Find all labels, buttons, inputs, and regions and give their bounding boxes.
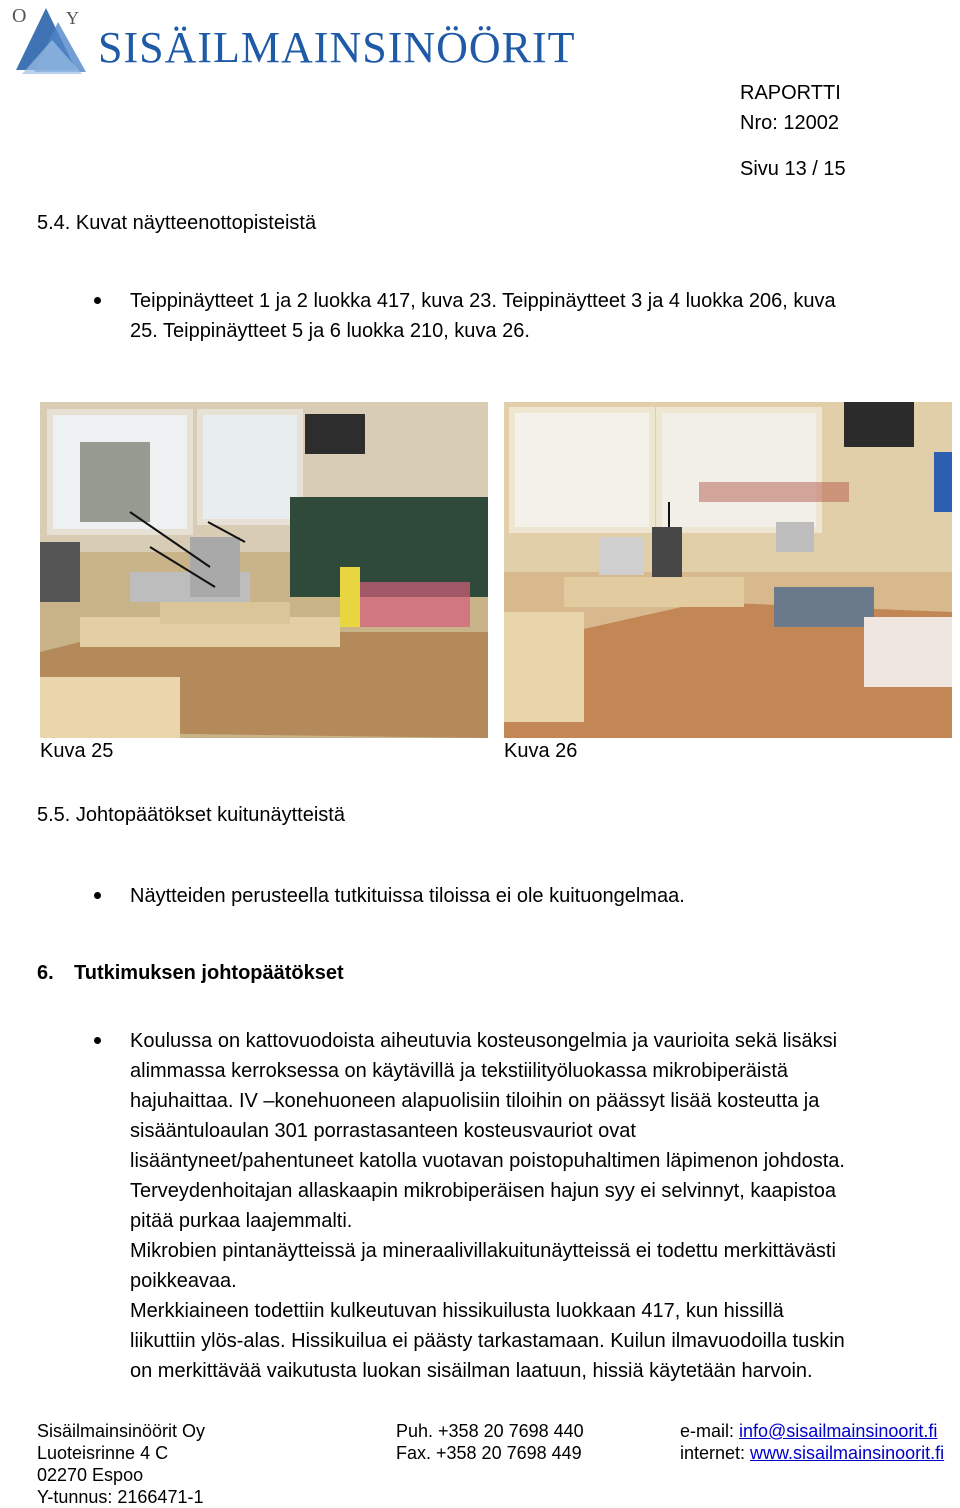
footer-online	[680, 1420, 944, 1464]
text-line: pitää purkaa laajemmalti.	[130, 1210, 353, 1232]
footer-street: Luoteisrinne 4 C	[37, 1443, 169, 1463]
text-line: liikuttiin ylös-alas. Hissikuilua ei päästy tarkastamaan. Kuilun ilmavuodoilla tuskin	[130, 1330, 845, 1352]
text-line: sisääntuloaulan 301 porrastasanteen kosteusvauriot ovat	[130, 1120, 636, 1142]
report-number: Nro: 12002	[740, 112, 839, 134]
report-label: RAPORTTI	[740, 82, 841, 104]
text-line: 25. Teippinäytteet 5 ja 6 luokka 210, kuva 26.	[130, 320, 530, 342]
footer-website-link[interactable]: www.sisailmainsinoorit.fi	[750, 1443, 945, 1463]
section-6-heading: Tutkimuksen johtopäätökset	[74, 962, 344, 984]
footer-contact	[396, 1420, 584, 1464]
footer-business-id: Y-tunnus: 2166471-1	[37, 1487, 204, 1507]
photo-classroom-26	[504, 402, 952, 738]
section-6-number: 6.	[37, 962, 54, 984]
photo-caption-25: Kuva 25	[40, 740, 114, 762]
footer-address	[37, 1420, 205, 1508]
section-5-4-heading: 5.4. Kuvat näytteenottopisteistä	[37, 212, 317, 234]
text-line: Koulussa on kattovuodoista aiheutuvia kosteusongelmia ja vaurioita sekä lisäksi	[130, 1030, 838, 1052]
report-header	[740, 78, 841, 138]
text-line: Terveydenhoitajan allaskaapin mikrobiperäisen hajun syy ei selvinnyt, kaapistoa	[130, 1180, 836, 1202]
page-indicator: Sivu 13 / 15	[740, 158, 846, 180]
photo-classroom-25	[40, 402, 488, 738]
text-line: alimmassa kerroksessa on käytävillä ja tekstiilityöluokassa mikrobiperäistä	[130, 1060, 789, 1082]
footer-email-link[interactable]: info@sisailmainsinoorit.fi	[739, 1421, 938, 1441]
text-line: Teippinäytteet 1 ja 2 luokka 417, kuva 23. Teippinäytteet 3 ja 4 luokka 206, kuva	[130, 290, 836, 312]
section-5-4-bullet-text	[130, 286, 950, 346]
footer-fax: Fax. +358 20 7698 449	[396, 1443, 582, 1463]
logo-letter-y: Y	[66, 8, 79, 28]
footer-phone: Puh. +358 20 7698 440	[396, 1421, 584, 1441]
company-logo-mark	[6, 0, 98, 88]
text-line: lisääntyneet/pahentuneet katolla vuotavan poistopuhaltimen läpimenon johdosta.	[130, 1150, 845, 1172]
footer-city: 02270 Espoo	[37, 1465, 144, 1485]
bullet-marker	[94, 297, 101, 304]
text-line: Merkkiaineen todettiin kulkeutuvan hissikuilusta luokkaan 417, kun hissillä	[130, 1300, 784, 1322]
text-line: Mikrobien pintanäytteissä ja mineraalivillakuitunäytteissä ei todettu merkittävästi	[130, 1240, 836, 1262]
footer-company: Sisäilmainsinöörit Oy	[37, 1421, 206, 1441]
section-5-5-heading: 5.5. Johtopäätökset kuitunäytteistä	[37, 804, 345, 826]
section-6-body	[130, 1026, 950, 1386]
photo-caption-26: Kuva 26	[504, 740, 578, 762]
logo-letter-o: O	[12, 5, 27, 27]
footer-email-row	[680, 1420, 944, 1442]
text-line: hajuhaittaa. IV –konehuoneen alapuolisiin tiloihin on päässyt lisää kosteutta ja	[130, 1090, 820, 1112]
text-line: poikkeavaa.	[130, 1270, 237, 1292]
bullet-marker	[94, 892, 101, 899]
company-logo-text: SISÄILMAINSINÖÖRIT	[98, 23, 576, 72]
text-line: on merkittävää vaikutusta luokan sisäilman laatuun, hissiä käytetään harvoin.	[130, 1360, 813, 1382]
bullet-marker	[94, 1037, 101, 1044]
footer-website-row	[680, 1442, 944, 1464]
section-5-5-bullet-text: Näytteiden perusteella tutkituissa tiloissa ei ole kuituongelmaa.	[130, 885, 685, 907]
footer-email-label: e-mail:	[680, 1421, 740, 1441]
footer-website-label: internet:	[680, 1443, 751, 1463]
